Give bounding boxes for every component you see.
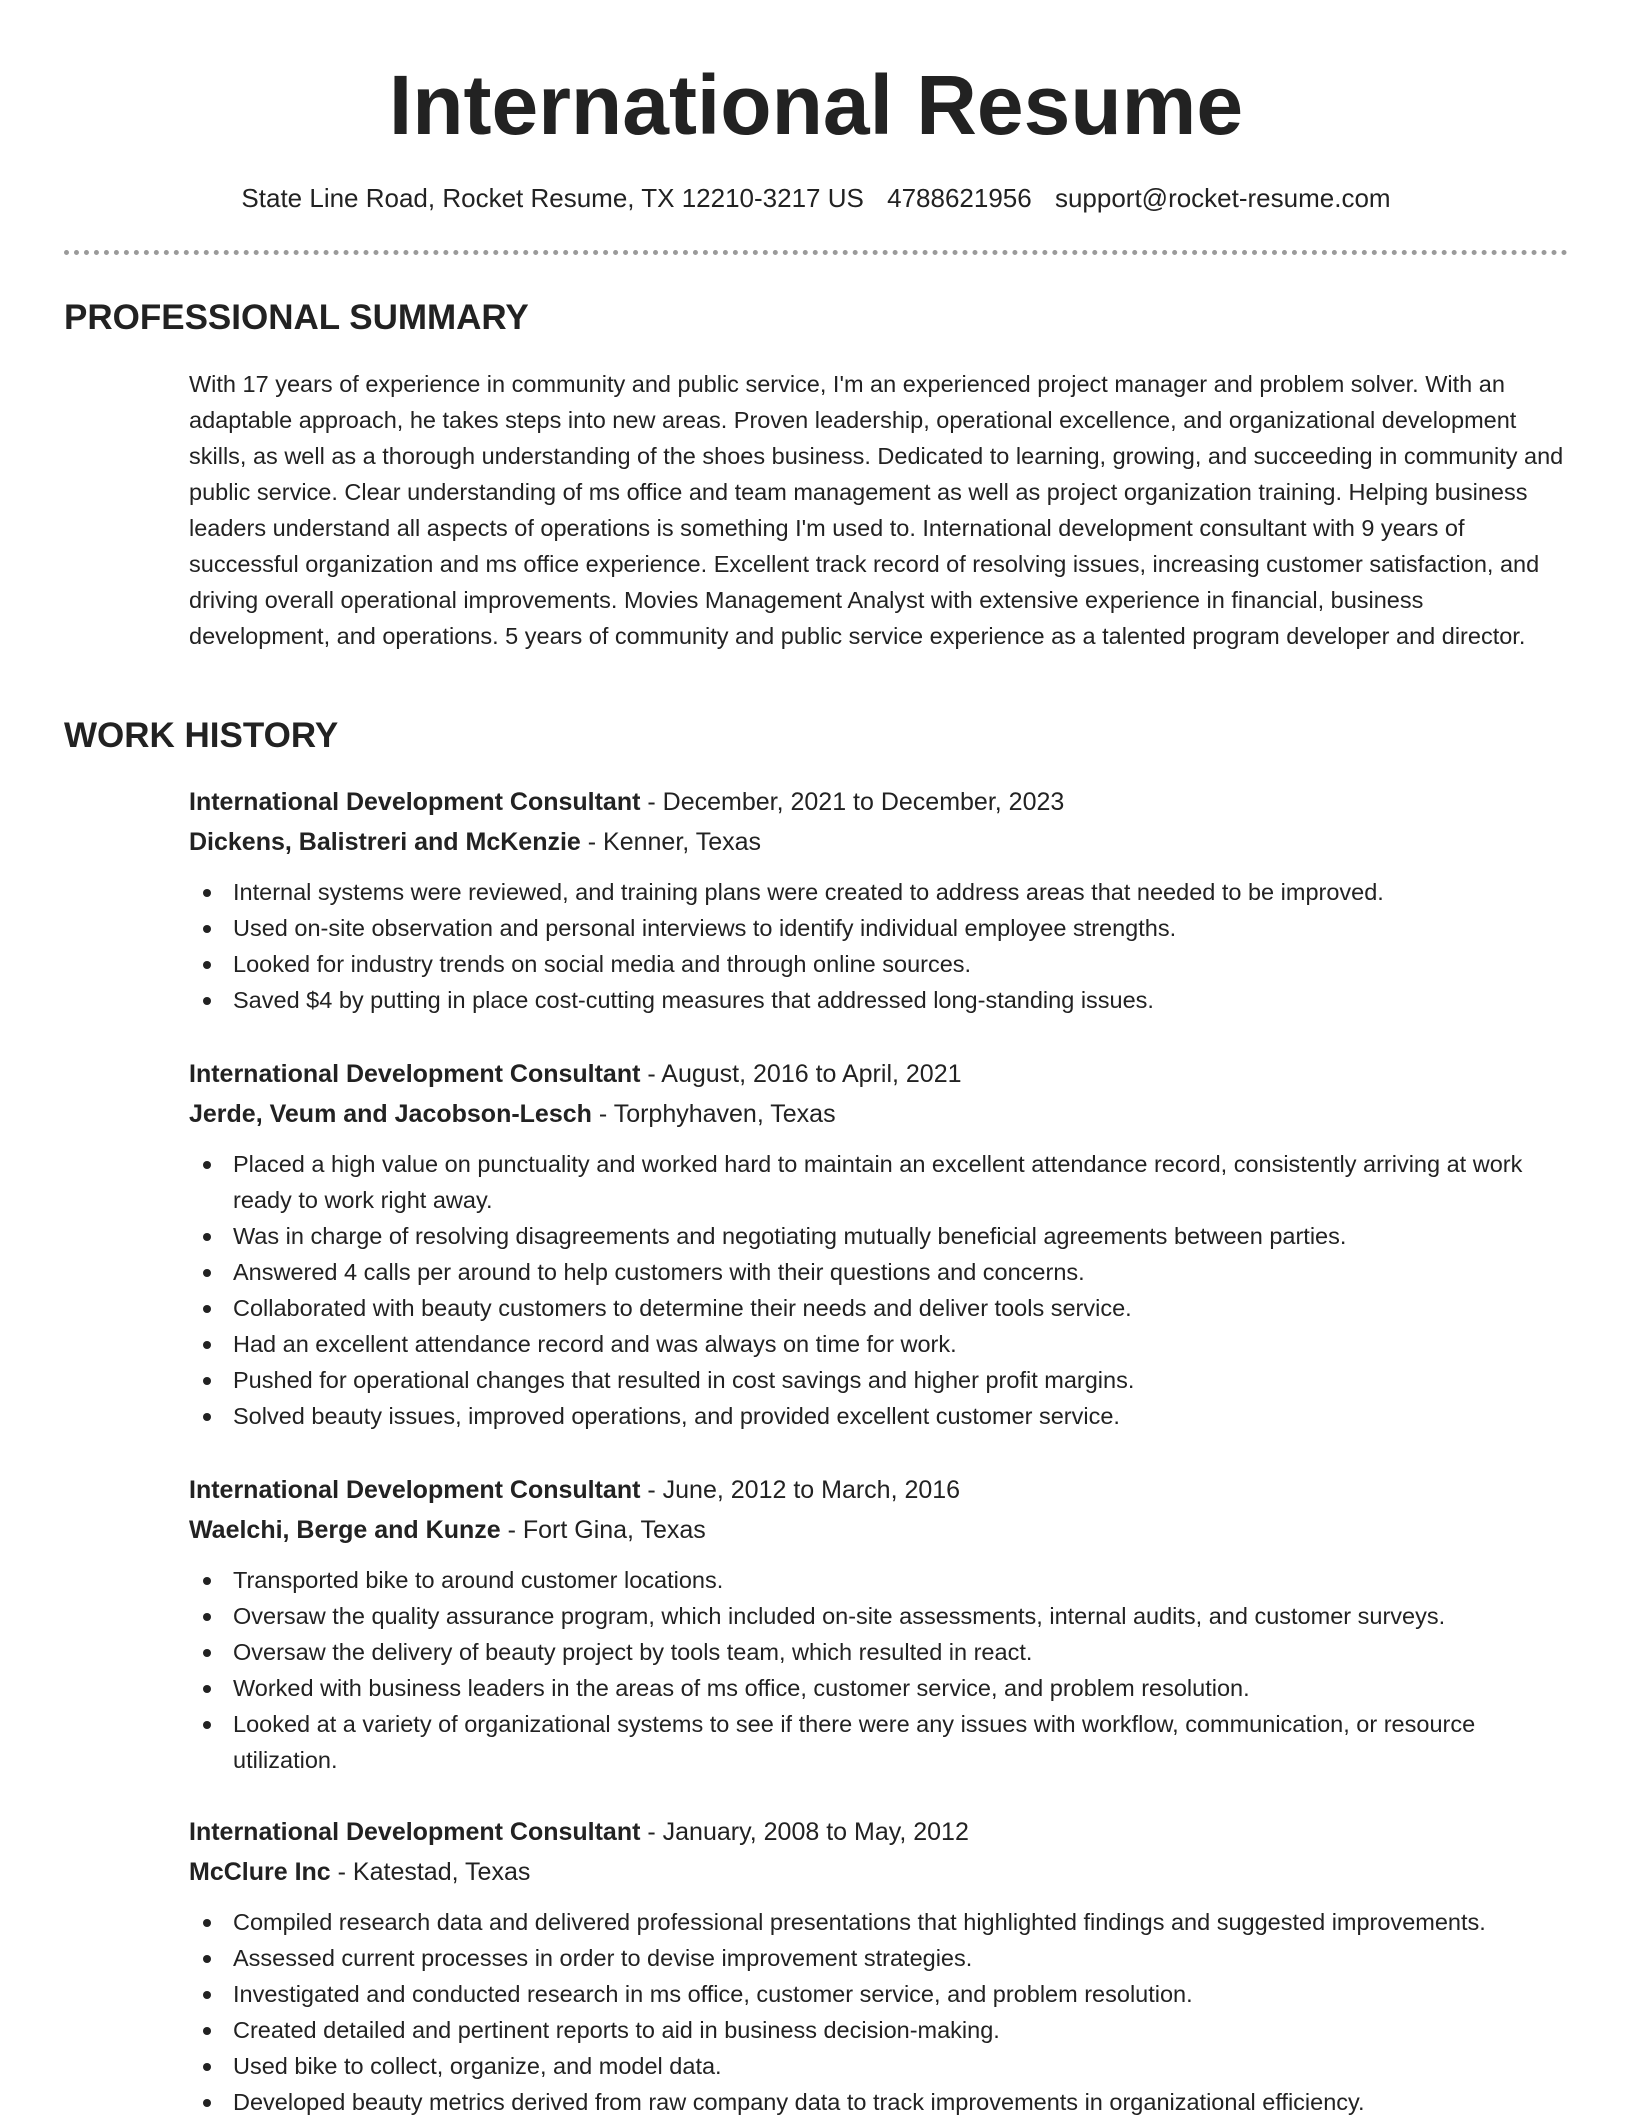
- summary-heading: PROFESSIONAL SUMMARY: [64, 298, 529, 337]
- job-company: McClure Inc: [189, 1858, 331, 1886]
- contact-email: support@rocket-resume.com: [1054, 183, 1391, 213]
- job-bullet: Oversaw the quality assurance program, which included on-site assessments, internal audits, and customer surveys.: [189, 1598, 1569, 1634]
- job-entry: [189, 1056, 1569, 1434]
- job-dates: January, 2008 to May, 2012: [662, 1818, 969, 1846]
- bullet-dot-icon: [203, 2063, 211, 2071]
- job-location: Katestad, Texas: [352, 1858, 531, 1886]
- job-bullet: Compiled research data and delivered professional presentations that highlighted findings and suggested improvements.: [189, 1904, 1569, 1940]
- bullet-dot-icon: [203, 1955, 211, 1963]
- bullet-dot-icon: [203, 1577, 211, 1585]
- contact-phone: 4788621956: [887, 183, 1032, 213]
- job-bullet: Oversaw the delivery of beauty project by tools team, which resulted in react.: [189, 1634, 1569, 1670]
- job-bullet: Used bike to collect, organize, and model data.: [189, 2048, 1569, 2084]
- bullet-dot-icon: [203, 1233, 211, 1241]
- job-title: International Development Consultant: [189, 1818, 641, 1846]
- job-bullet: Looked for industry trends on social media and through online sources.: [189, 946, 1569, 982]
- job-bullet: Used on-site observation and personal interviews to identify individual employee strengths.: [189, 910, 1569, 946]
- bullet-dot-icon: [203, 1613, 211, 1621]
- job-bullet: Worked with business leaders in the areas of ms office, customer service, and problem resolution.: [189, 1670, 1569, 1706]
- job-bullet: Collaborated with beauty customers to determine their needs and deliver tools service.: [189, 1290, 1569, 1326]
- job-title-line: International Development Consultant - December, 2021 to December, 2023: [189, 788, 1065, 816]
- job-location: Kenner, Texas: [603, 828, 762, 856]
- job-dates: December, 2021 to December, 2023: [662, 788, 1065, 816]
- bullet-dot-icon: [203, 1721, 211, 1729]
- contact-address: State Line Road, Rocket Resume, TX 12210-3217 US: [241, 183, 864, 213]
- job-bullet: Saved $4 by putting in place cost-cutting measures that addressed long-standing issues.: [189, 982, 1569, 1018]
- job-bullet: Placed a high value on punctuality and worked hard to maintain an excellent attendance record, consistently arriving at work ready to work right away.: [189, 1146, 1569, 1218]
- job-company: Jerde, Veum and Jacobson-Lesch: [189, 1100, 592, 1128]
- bullet-dot-icon: [203, 925, 211, 933]
- job-bullet: Looked at a variety of organizational systems to see if there were any issues with workflow, communication, or resource utilization.: [189, 1706, 1569, 1778]
- bullet-dot-icon: [203, 1991, 211, 1999]
- bullet-dot-icon: [203, 1161, 211, 1169]
- job-bullet: Answered 4 calls per around to help customers with their questions and concerns.: [189, 1254, 1569, 1290]
- bullet-dot-icon: [203, 1413, 211, 1421]
- job-company: Waelchi, Berge and Kunze: [189, 1516, 501, 1544]
- job-bullet: Was in charge of resolving disagreements and negotiating mutually beneficial agreements between parties.: [189, 1218, 1569, 1254]
- job-location: Torphyhaven, Texas: [613, 1100, 836, 1128]
- job-bullet-list: [189, 1562, 1569, 1778]
- job-bullet: Created detailed and pertinent reports to aid in business decision-making.: [189, 2012, 1569, 2048]
- job-bullet: Had an excellent attendance record and was always on time for work.: [189, 1326, 1569, 1362]
- job-bullet-list: [189, 1146, 1569, 1434]
- header-divider: [64, 250, 1568, 255]
- bullet-dot-icon: [203, 1341, 211, 1349]
- job-entry: [189, 1472, 1569, 1778]
- bullet-dot-icon: [203, 1649, 211, 1657]
- job-title: International Development Consultant: [189, 1476, 641, 1504]
- job-company-line: McClure Inc - Katestad, Texas: [189, 1858, 531, 1886]
- bullet-dot-icon: [203, 1305, 211, 1313]
- bullet-dot-icon: [203, 1685, 211, 1693]
- bullet-dot-icon: [203, 997, 211, 1005]
- job-title-line: International Development Consultant - June, 2012 to March, 2016: [189, 1476, 961, 1504]
- job-bullet: Assessed current processes in order to devise improvement strategies.: [189, 1940, 1569, 1976]
- job-entry: [189, 784, 1569, 1018]
- job-dates: June, 2012 to March, 2016: [662, 1476, 961, 1504]
- job-bullet: Internal systems were reviewed, and training plans were created to address areas that needed to be improved.: [189, 874, 1569, 910]
- work-history-heading: WORK HISTORY: [64, 716, 339, 755]
- job-bullet: Solved beauty issues, improved operations, and provided excellent customer service.: [189, 1398, 1569, 1434]
- job-company-line: Waelchi, Berge and Kunze - Fort Gina, Texas: [189, 1516, 706, 1544]
- job-company-line: Jerde, Veum and Jacobson-Lesch - Torphyhaven, Texas: [189, 1100, 836, 1128]
- job-company-line: Dickens, Balistreri and McKenzie - Kenner, Texas: [189, 828, 762, 856]
- job-title: International Development Consultant: [189, 788, 641, 816]
- job-company: Dickens, Balistreri and McKenzie: [189, 828, 581, 856]
- summary-text: With 17 years of experience in community and public service, I'm an experienced project manager and problem solver. With an adaptable approach, he takes steps into new areas. Proven leadership, operational excellence, and organizational development skills, as well as a thorough understanding of the shoes business. Dedicated to learning, growing, and succeeding in community and public service. Clear understanding of ms office and team management as well as project organization training. Helping business leaders understand all aspects of operations is something I'm used to. International development consultant with 9 years of successful organization and ms office experience. Excellent track record of resolving issues, increasing customer satisfaction, and driving overall operational improvements. Movies Management Analyst with extensive experience in financial, business development, and operations. 5 years of community and public service experience as a talented program developer and director.: [189, 371, 1564, 649]
- bullet-dot-icon: [203, 889, 211, 897]
- job-title-line: International Development Consultant - January, 2008 to May, 2012: [189, 1818, 969, 1846]
- job-title-line: International Development Consultant - August, 2016 to April, 2021: [189, 1060, 962, 1088]
- job-entry: [189, 1814, 1569, 2120]
- job-bullet: Investigated and conducted research in ms office, customer service, and problem resolution.: [189, 1976, 1569, 2012]
- bullet-dot-icon: [203, 1269, 211, 1277]
- job-bullet: Pushed for operational changes that resulted in cost savings and higher profit margins.: [189, 1362, 1569, 1398]
- job-title: International Development Consultant: [189, 1060, 641, 1088]
- resume-title: International Resume: [388, 58, 1244, 152]
- contact-line: [0, 180, 1632, 216]
- job-bullet: Transported bike to around customer locations.: [189, 1562, 1569, 1598]
- job-bullet: Developed beauty metrics derived from raw company data to track improvements in organizational efficiency.: [189, 2084, 1569, 2120]
- job-location: Fort Gina, Texas: [522, 1516, 706, 1544]
- bullet-dot-icon: [203, 2027, 211, 2035]
- bullet-dot-icon: [203, 1377, 211, 1385]
- job-bullet-list: [189, 874, 1569, 1018]
- job-dates: August, 2016 to April, 2021: [661, 1060, 962, 1088]
- job-bullet-list: [189, 1904, 1569, 2120]
- bullet-dot-icon: [203, 2099, 211, 2107]
- bullet-dot-icon: [203, 961, 211, 969]
- bullet-dot-icon: [203, 1919, 211, 1927]
